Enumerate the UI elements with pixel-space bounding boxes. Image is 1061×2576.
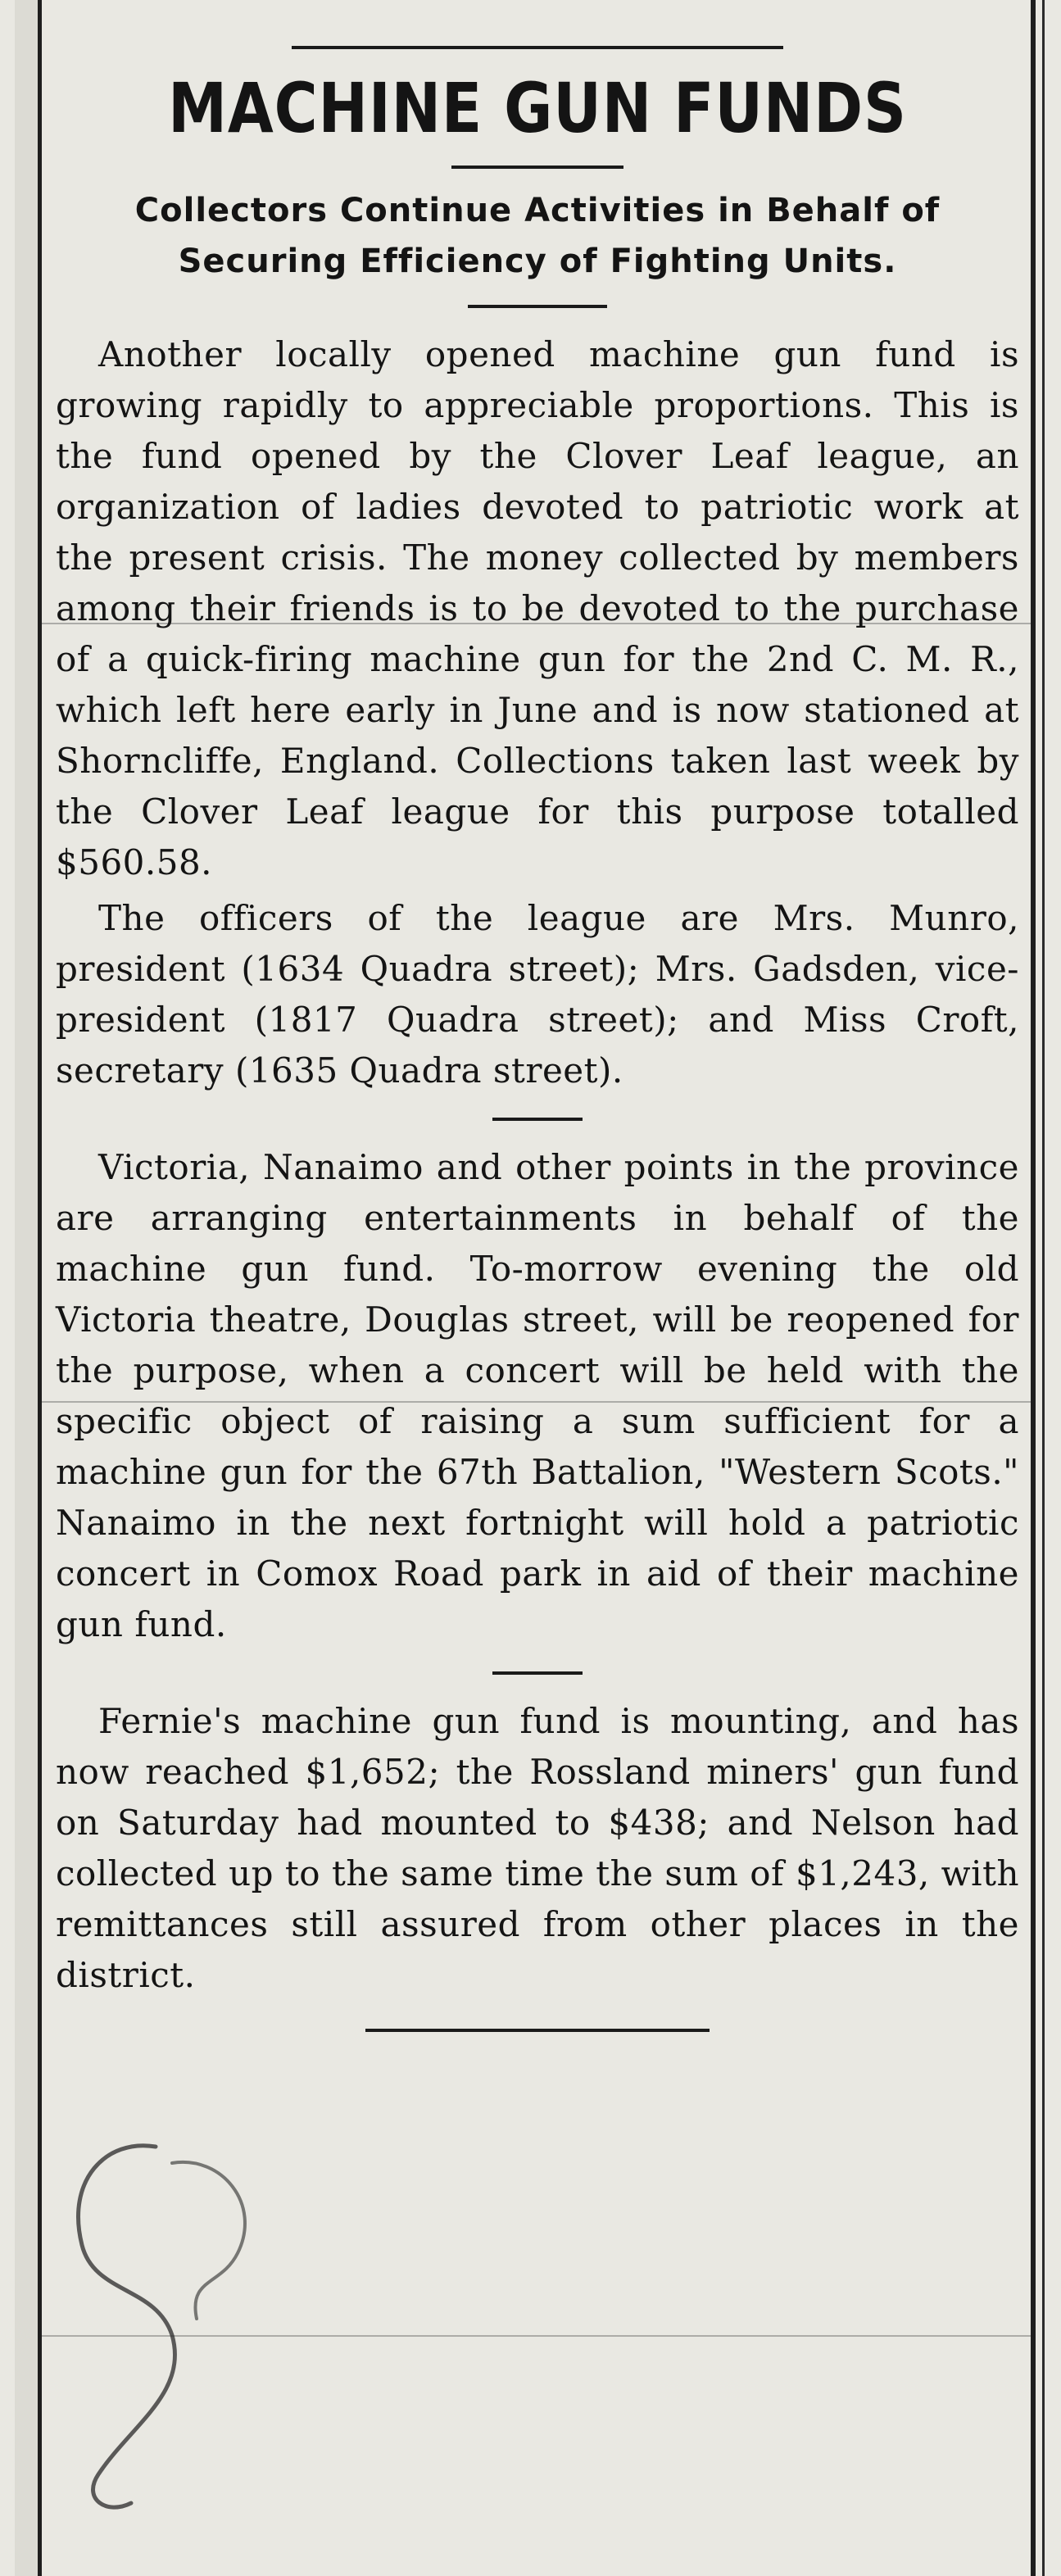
right-column-rule <box>1031 0 1036 2576</box>
article-deck: Collectors Continue Activities in Behalf of Securing Efficiency of Fighting Units. <box>134 192 941 280</box>
article-paragraph: The officers of the league are Mrs. Munro, president (1634 Quadra street); Mrs. Gadsden, vice-president (1817 Quadra street); and Miss Croft, secretary (1635 Quadra street). <box>56 898 1019 1091</box>
right-border-rule <box>1042 0 1045 2576</box>
section-divider <box>492 1118 583 1121</box>
article-column <box>51 16 1024 2032</box>
section-divider <box>492 1671 583 1675</box>
article-paragraph: Victoria, Nanaimo and other points in the province are arranging entertainments in behalf of the machine gun fund. To-morrow evening the old Victoria theatre, Douglas street, will be reopened for the purpose, when a concert will be held with the specific object of raising a sum sufficient for a machine gun for the 67th Battalion, "Western Scots." Nanaimo in the next fortnight will hold a patriotic concert in Comox Road park in aid of their machine gun fund. <box>56 1147 1019 1644</box>
article-headline: MACHINE GUN FUNDS <box>168 68 907 148</box>
headline-divider <box>451 166 623 169</box>
deck-divider <box>468 305 607 308</box>
bottom-divider <box>365 2029 710 2032</box>
article-paragraph: Another locally opened machine gun fund is growing rapidly to appreciable proportions. This is the fund opened by the Clover Leaf league, an organization of ladies devoted to patriotic work at the present crisis. The money collected by members among their friends is to be devoted to the purchase of a quick-firing machine gun for the 2nd C. M. R., which left here early in June and is now stationed at Shorncliffe, England. Collections taken last week by the Clover Leaf league for this purpose totalled $560.58. <box>56 334 1019 882</box>
top-divider <box>292 46 783 49</box>
article-paragraph: Fernie's machine gun fund is mounting, and has now reached $1,652; the Rossland miners' gun fund on Saturday had mounted to $438; and Nelson had collected up to the same time the sum of $1,243, with remittances still assured from other places in the district. <box>56 1701 1019 1995</box>
pen-scribble-mark <box>33 2130 303 2524</box>
